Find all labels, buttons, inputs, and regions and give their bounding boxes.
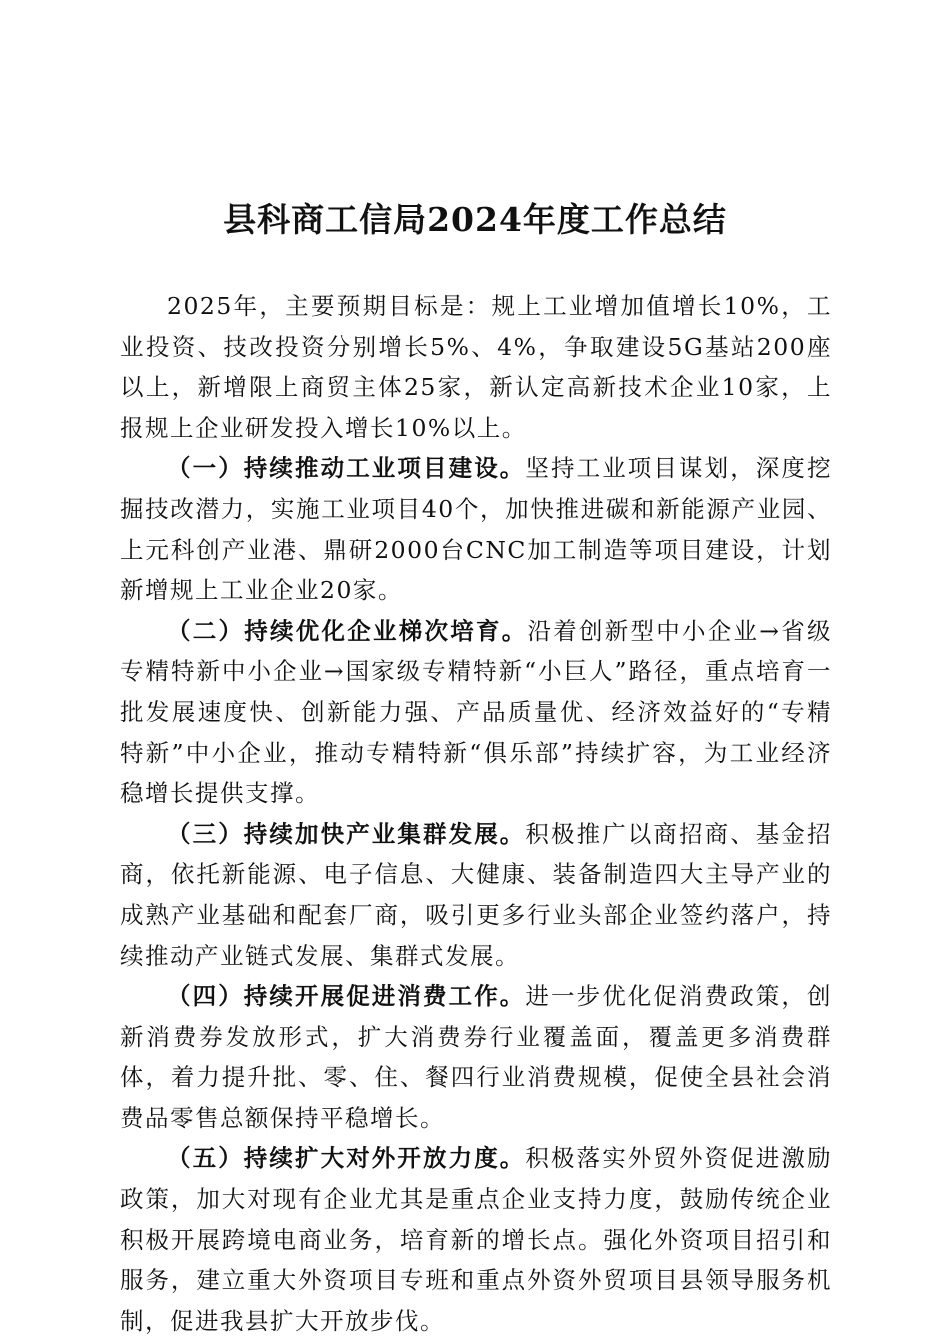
intro-paragraph: 2025年，主要预期目标是：规上工业增加值增长10%，工业投资、技改投资分别增长5%、4%，争取建设5G基站200座以上，新增限上商贸主体25家，新认定高新技术企业10家，上报规上企业研发投入增长10%以上。 bbox=[120, 292, 832, 442]
section-2-paragraph bbox=[120, 611, 832, 814]
section-5-body: 积极落实外贸外资促进激励政策，加大对现有企业尤其是重点企业支持力度，鼓励传统企业积极开展跨境电商业务，培育新的增长点。强化外资项目招引和服务，建立重大外资项目专班和重点外资外贸项目县领导服务机制，促进我县扩大开放步伐。 bbox=[120, 1144, 833, 1335]
document-title: 县科商工信局2024年度工作总结 bbox=[223, 200, 727, 239]
section-2-body: 沿着创新型中小企业→省级专精特新中小企业→国家级专精特新“小巨人”路径，重点培育一批发展速度快、创新能力强、产品质量优、经济效益好的“专精特新”中小企业，推动专精特新“俱乐部”持续扩容，为工业经济稳增长提供支撑。 bbox=[120, 616, 832, 808]
section-2-heading: （二）持续优化企业梯次培育。 bbox=[167, 616, 528, 645]
section-1-paragraph bbox=[120, 448, 832, 610]
document-body bbox=[120, 286, 832, 1341]
section-5-paragraph bbox=[120, 1138, 832, 1341]
section-4-heading: （四）持续开展促进消费工作。 bbox=[167, 982, 526, 1011]
section-4-paragraph bbox=[120, 976, 832, 1138]
section-3-heading: （三）持续加快产业集群发展。 bbox=[167, 819, 526, 848]
section-4-body: 进一步优化促消费政策，创新消费券发放形式，扩大消费券行业覆盖面，覆盖更多消费群体，着力提升批、零、住、餐四行业消费规模，促使全县社会消费品零售总额保持平稳增长。 bbox=[120, 982, 833, 1132]
section-5-heading: （五）持续扩大对外开放力度。 bbox=[167, 1144, 526, 1173]
section-3-body: 积极推广以商招商、基金招商，依托新能源、电子信息、大健康、装备制造四大主导产业的成熟产业基础和配套厂商，吸引更多行业头部企业签约落户，持续推动产业链式发展、集群式发展。 bbox=[120, 819, 833, 970]
section-1-body: 坚持工业项目谋划，深度挖掘技改潜力，实施工业项目40个，加快推进碳和新能源产业园、上元科创产业港、鼎研2000台CNC加工制造等项目建设，计划新增规上工业企业20家。 bbox=[120, 454, 833, 605]
section-3-paragraph bbox=[120, 814, 832, 976]
section-1-heading: （一）持续推动工业项目建设。 bbox=[167, 454, 526, 483]
